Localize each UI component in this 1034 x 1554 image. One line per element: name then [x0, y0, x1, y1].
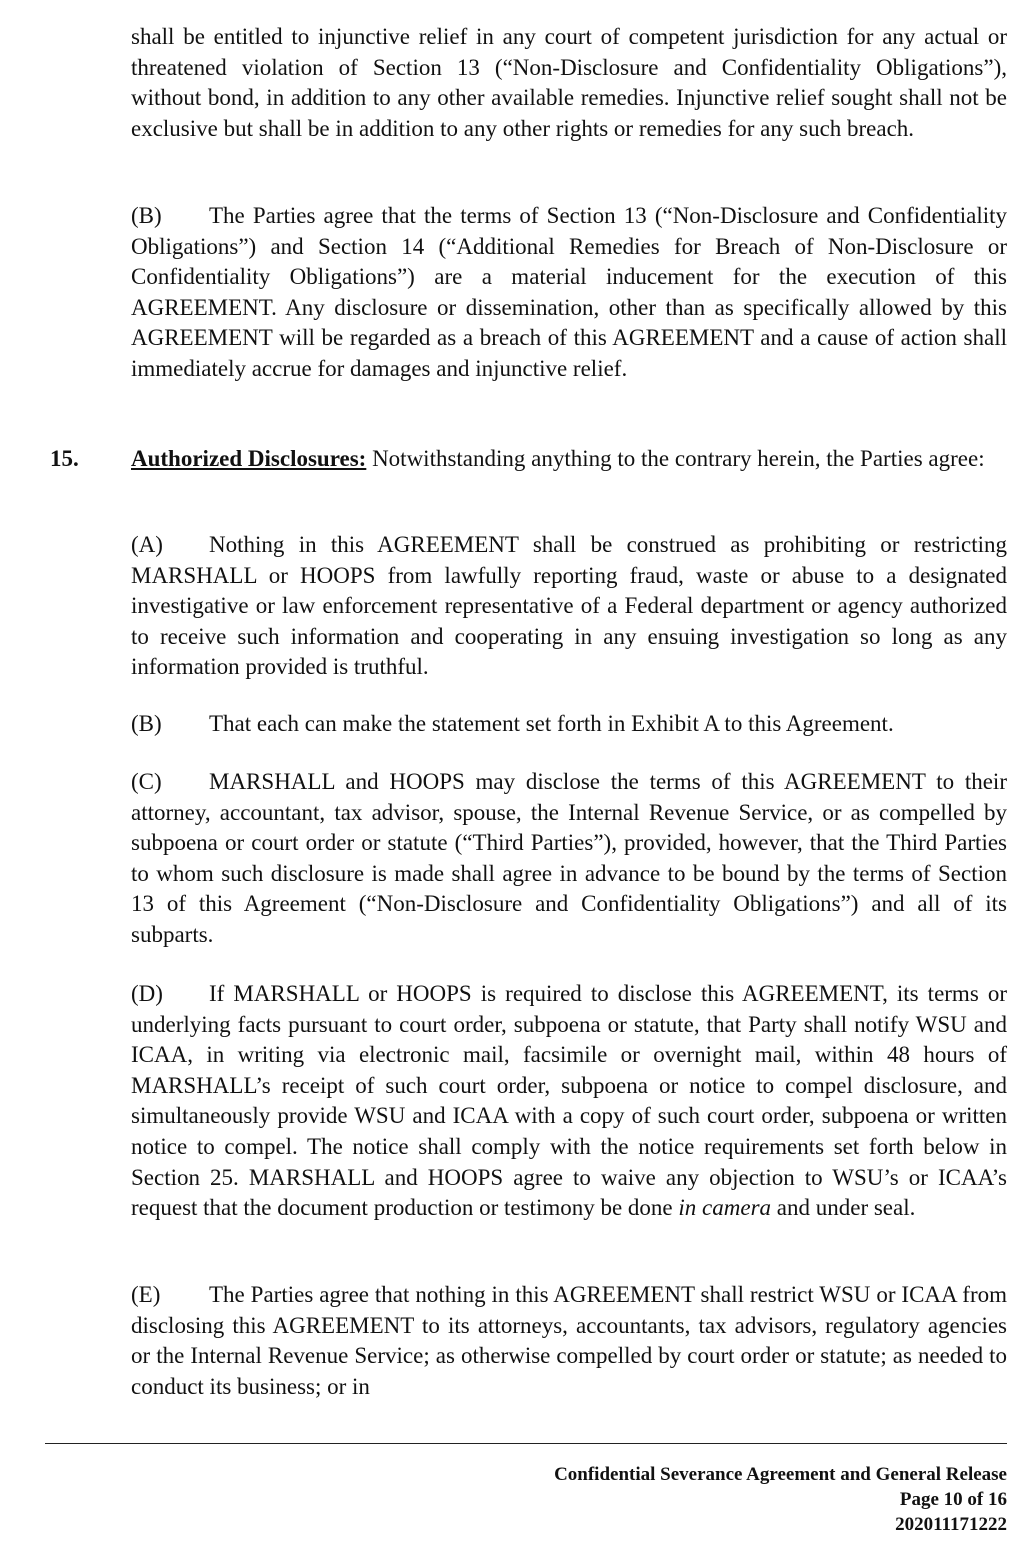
- continuation-paragraph: shall be entitled to injunctive relief in any court of competent jurisdiction for any actual or threatened violation of Section 13 (“Non-Disclosure and Confidentiality Obligations”), without bond, in addition to any other available remedies. Injunctive relief sought shall not be exclusive but shall be in addition to any other rights or remedies for any such breach.: [131, 24, 1007, 141]
- subsection-15d-text: If MARSHALL or HOOPS is required to disclose this AGREEMENT, its terms or underlying facts pursuant to court order, subpoena or statute, that Party shall notify WSU and ICAA, in writing via electronic mail, facsimile or overnight mail, within 48 hours of MARSHALL’s receipt of such court order, subpoena or notice to compel disclosure, and simultaneously provide WSU and ICAA with a copy of such court order, subpoena or written notice to compel. The notice shall comply with the notice requirements set forth below in Section 25. MARSHALL and HOOPS agree to waive any objection to WSU’s or ICAA’s request that the document production or testimony be done: [131, 981, 1007, 1221]
- footer-document-title: Confidential Severance Agreement and General Release: [554, 1464, 1007, 1485]
- subsection-14b-text: The Parties agree that the terms of Section 13 (“Non-Disclosure and Confidentiality Obligations”) and Section 14 (“Additional Remedies for Breach of Non-Disclosure or Confidentiality Obligations”) are a material inducement for the execution of this AGREEMENT. Any disclosure or dissemination, other than as specifically allowed by this AGREEMENT will be regarded as a breach of this AGREEMENT and a cause of action shall immediately accrue for damages and injunctive relief.: [131, 203, 1007, 381]
- subsection-15e-label: (E): [131, 1282, 161, 1307]
- subsection-15e: [131, 1280, 1007, 1402]
- subsection-15c-text: MARSHALL and HOOPS may disclose the terms of this AGREEMENT to their attorney, accountant, tax advisor, spouse, the Internal Revenue Service, or as compelled by subpoena or court order or statute (“Third Parties”), provided, however, that the Third Parties to whom such disclosure is made shall agree in advance to be bound by the terms of Section 13 of this Agreement (“Non-Disclosure and Confidentiality Obligations”) and all of its subparts.: [131, 769, 1007, 947]
- subsection-15e-text: The Parties agree that nothing in this AGREEMENT shall restrict WSU or ICAA from disclosing this AGREEMENT to its attorneys, accountants, tax advisors, regulatory agencies or the Internal Revenue Service; as otherwise compelled by court order or statute; as needed to conduct its business; or in: [131, 1282, 1007, 1399]
- footer-divider: [45, 1443, 1007, 1444]
- page-footer: [554, 1462, 1007, 1537]
- subsection-15a-text: Nothing in this AGREEMENT shall be construed as prohibiting or restricting MARSHALL or HOOPS from lawfully reporting fraud, waste or abuse to a designated investigative or law enforcement representative of a Federal department or agency authorized to receive such information and cooperating in any ensuing investigation so long as any information provided is truthful.: [131, 532, 1007, 680]
- subsection-15a-label: (A): [131, 532, 163, 557]
- subsection-15c: [131, 767, 1007, 951]
- subsection-14b-label: (B): [131, 203, 162, 228]
- subsection-15d-label: (D): [131, 981, 163, 1006]
- subsection-15b-label: (B): [131, 711, 162, 736]
- subsection-15d-text-end: and under seal.: [776, 1195, 916, 1221]
- section-15-title: Authorized Disclosures:: [131, 446, 367, 471]
- footer-document-id: 202011171222: [895, 1514, 1007, 1535]
- section-15-text: Notwithstanding anything to the contrary herein, the Parties agree:: [372, 446, 985, 471]
- section-15-number: 15.: [50, 446, 79, 471]
- subsection-14b: [131, 201, 1007, 385]
- subsection-15a: [131, 530, 1007, 683]
- subsection-15b: [131, 709, 1007, 740]
- subsection-15c-label: (C): [131, 769, 162, 794]
- subsection-15b-text: That each can make the statement set forth in Exhibit A to this Agreement.: [209, 711, 894, 736]
- subsection-15d-italic: in camera: [678, 1195, 772, 1221]
- footer-page-number: Page 10 of 16: [899, 1489, 1007, 1510]
- section-15-heading: [50, 444, 1007, 475]
- subsection-15d: [131, 979, 1007, 1224]
